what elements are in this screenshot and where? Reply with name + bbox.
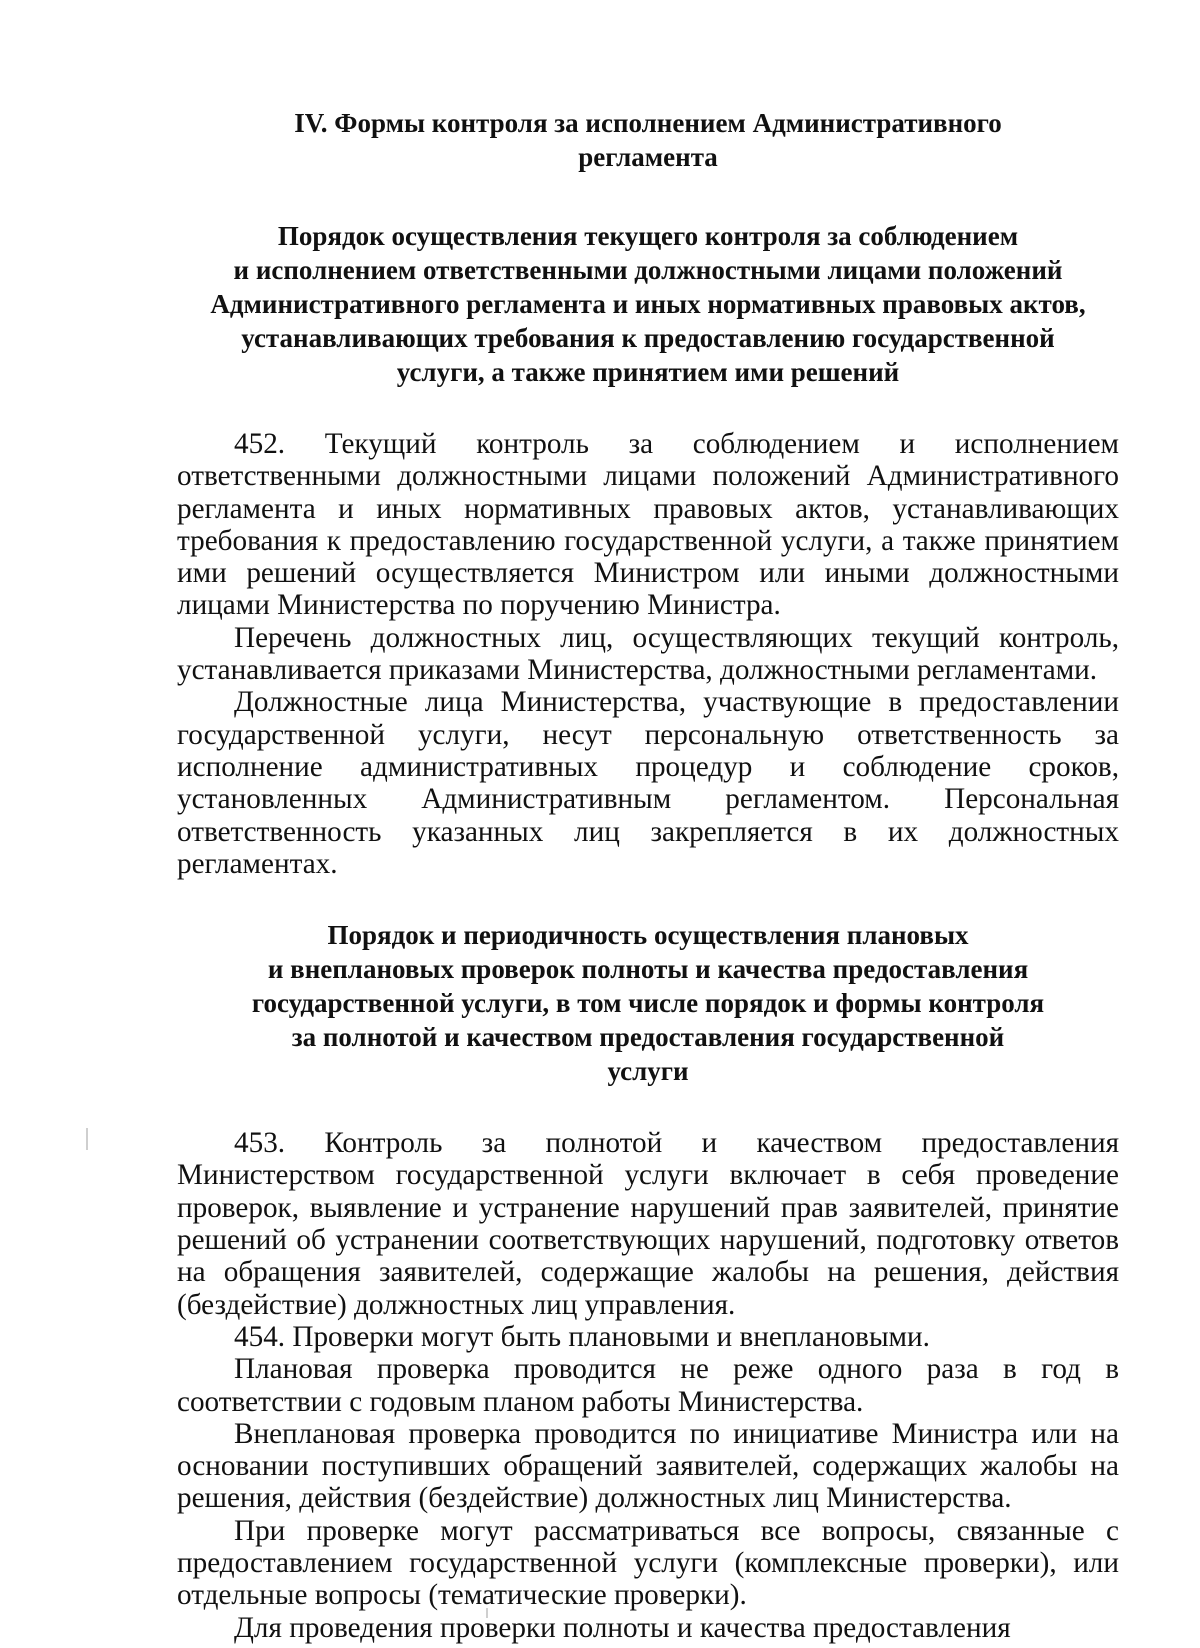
- paragraph-454: 454. Проверки могут быть плановыми и внеплановыми.: [234, 1320, 930, 1353]
- scan-mark-left: [86, 1128, 88, 1150]
- subsection-heading-line: услуги: [607, 1056, 689, 1087]
- subsection-heading-line: устанавливающих требования к предоставлению государственной: [241, 323, 1055, 353]
- section-title-line: регламента: [578, 142, 718, 172]
- paragraph-unscheduled-inspection: Внеплановая проверка проводится по инициативе Министра или на основании поступивших обращений заявителей, содержащих жалобы на решения, действия (бездействие) должностных лиц Министерства.: [177, 1417, 1119, 1515]
- subsection-heading-line: и исполнением ответственными должностными лицами положений: [233, 255, 1063, 285]
- paragraph-personal-responsibility: Должностные лица Министерства, участвующие в предоставлении государственной услуги, несут персональную ответственность за исполнение административных процедур и соблюдение сроков, установленных Административным регламентом. Персональная ответственность указанных лиц закрепляется в их должностных регламентах.: [177, 686, 1119, 880]
- paragraph-planned-inspection: Плановая проверка проводится не реже одного раза в год в соответствии с годовым планом работы Министерства.: [177, 1353, 1119, 1418]
- subsection-heading-line: за полнотой и качеством предоставления государственной: [291, 1022, 1005, 1053]
- subsection-heading-line: и внеплановых проверок полноты и качества предоставления: [267, 954, 1029, 985]
- paragraph-453: 453. Контроль за полнотой и качеством предоставления Министерством государственной услуги включает в себя проведение проверок, выявление и устранение нарушений прав заявителей, принятие решений об устранении соответствующих нарушений, подготовку ответов на обращения заявителей, содержащие жалобы на решения, действия (бездействие) должностных лиц управления.: [177, 1127, 1119, 1321]
- section-title: [177, 106, 1119, 174]
- subsection-heading-inspections: [177, 918, 1119, 1088]
- section-title-line: IV. Формы контроля за исполнением Административного: [294, 108, 1002, 138]
- subsection-heading-line: Порядок и периодичность осуществления плановых: [327, 920, 969, 951]
- paragraph-inspection-scope: При проверке могут рассматриваться все вопросы, связанные с предоставлением государственной услуги (комплексные проверки), или отдельные вопросы (тематические проверки).: [177, 1514, 1119, 1612]
- subsection-heading-line: Порядок осуществления текущего контроля за соблюдением: [277, 221, 1019, 251]
- paragraph-452: 452. Текущий контроль за соблюдением и исполнением ответственными должностными лицами положений Административного регламента и иных нормативных правовых актов, устанавливающих требования к предоставлению государственной услуги, а также принятием ими решений осуществляется Министром или иными должностными лицами Министерства по поручению Министра.: [177, 428, 1119, 622]
- subsection-heading-line: услуги, а также принятием ими решений: [396, 357, 900, 387]
- subsection-heading-current-control: [177, 219, 1119, 389]
- subsection-heading-line: государственной услуги, в том числе порядок и формы контроля: [251, 988, 1045, 1019]
- paragraph-officials-list: Перечень должностных лиц, осуществляющих текущий контроль, устанавливается приказами Министерства, должностными регламентами.: [177, 621, 1119, 687]
- paragraph-inspection-conduct: Для проведения проверки полноты и качества предоставления: [234, 1611, 1011, 1644]
- document-body: [177, 106, 1119, 1644]
- subsection-heading-line: Административного регламента и иных нормативных правовых актов,: [210, 289, 1086, 319]
